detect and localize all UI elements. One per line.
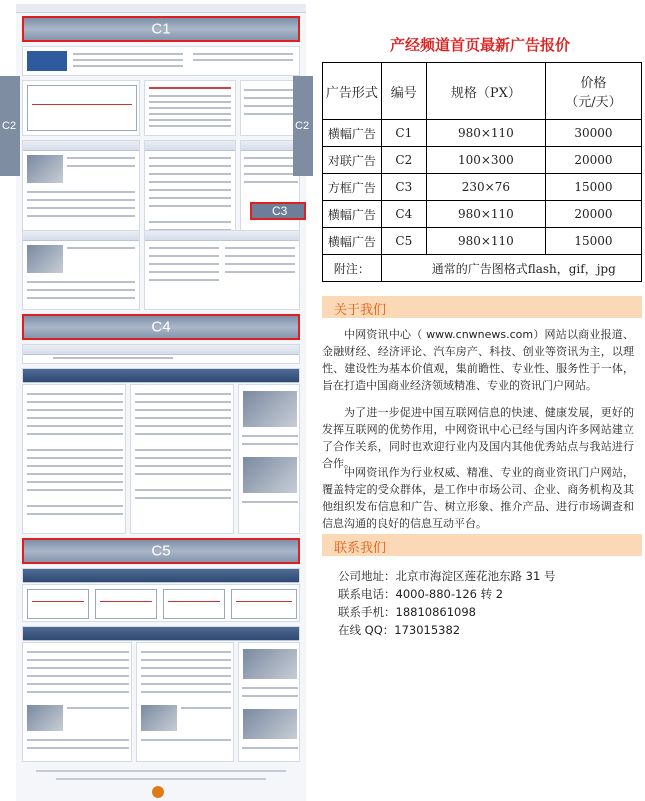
site-mockup xyxy=(16,4,306,801)
mockup-footer-copyright xyxy=(56,778,266,780)
mockup-headlines xyxy=(144,80,236,136)
mockup-section-bar-2 xyxy=(22,568,300,582)
mockup-column-mid-2 xyxy=(144,230,300,310)
cell-code: C1 xyxy=(381,120,426,147)
couplet-c2-right: C2 xyxy=(293,76,313,176)
table-row xyxy=(323,120,642,147)
note-label: 附注： xyxy=(323,255,382,282)
cell-price: 20000 xyxy=(545,201,641,228)
cell-code: C4 xyxy=(381,201,426,228)
cell-code: C3 xyxy=(381,174,426,201)
banner-c4: C4 xyxy=(22,314,300,340)
contact-mobile: 联系手机：18810861098 xyxy=(338,605,476,619)
table-row xyxy=(323,174,642,201)
cell-ad-type: 横幅广告 xyxy=(323,120,382,147)
cell-ad-type: 对联广告 xyxy=(323,147,382,174)
contact-address: 公司地址：北京市海淀区莲花池东路 31 号 xyxy=(338,569,556,583)
mockup-column-left-2 xyxy=(22,230,140,310)
cell-size: 230×76 xyxy=(426,174,545,201)
banner-c1: C1 xyxy=(22,16,300,42)
cell-price: 30000 xyxy=(545,120,641,147)
mockup-top-bar xyxy=(16,4,306,13)
cell-price: 15000 xyxy=(545,228,641,255)
header-ad-type: 广告形式 xyxy=(323,63,382,120)
cell-ad-type: 横幅广告 xyxy=(323,201,382,228)
mockup-side-news xyxy=(240,80,300,136)
header-code: 编号 xyxy=(381,63,426,120)
contact-heading: 联系我们 xyxy=(334,541,387,556)
about-paragraph-2: 为了进一步促进中国互联网信息的快速、健康发展，更好的发挥互联网的优势作用，中网资讯中心已经与国内许多网站建立了合作关系，同时也欢迎行业内及国内其他优秀站点与我站进行合作。 xyxy=(322,406,634,470)
cell-size: 980×110 xyxy=(426,228,545,255)
table-note-row xyxy=(323,255,642,282)
couplet-c2-left: C2 xyxy=(0,76,20,176)
contact-heading-bar xyxy=(322,534,642,556)
price-table xyxy=(322,62,642,282)
mockup-enterprise-bar xyxy=(22,344,300,364)
mockup-footer-links xyxy=(36,770,286,772)
cell-size: 980×110 xyxy=(426,201,545,228)
cell-code: C5 xyxy=(381,228,426,255)
mockup-chart-strip xyxy=(22,584,300,622)
contact-phone: 联系电话：4000-880-126 转 2 xyxy=(338,587,504,601)
cell-size: 980×110 xyxy=(426,120,545,147)
cell-size: 100×300 xyxy=(426,147,545,174)
table-row xyxy=(323,201,642,228)
banner-c5: C5 xyxy=(22,538,300,564)
about-heading: 关于我们 xyxy=(334,303,387,318)
mockup-section-bar-3 xyxy=(22,626,300,640)
mockup-column-left-4 xyxy=(22,642,132,762)
banner-c3: C3 xyxy=(250,202,306,220)
mockup-column-right-4 xyxy=(238,642,300,762)
page-title: 产经频道首页最新广告报价 xyxy=(389,36,570,54)
mockup-stock-chart-block xyxy=(22,80,140,136)
table-row xyxy=(323,147,642,174)
cell-price: 20000 xyxy=(545,147,641,174)
about-heading-bar xyxy=(322,296,642,318)
note-text: 通常的广告图格式flash，gif，jpg xyxy=(381,255,641,282)
table-row xyxy=(323,228,642,255)
mockup-header xyxy=(22,46,300,76)
cell-ad-type: 方框广告 xyxy=(323,174,382,201)
about-paragraph-1: 中网资讯中心（ www.cnwnews.com）网站以商业报道、金融财经、经济评论、汽车房产、科技、创业等资讯为主，以理性、建设性为基本价值观，集前瞻性、专业性、服务性于一体，旨在打造中国商业经济领域精准、专业的资讯门户网站。 xyxy=(322,328,634,392)
mockup-column-left-3 xyxy=(22,384,126,534)
footer-badge-icon xyxy=(152,786,164,798)
header-price: 价格 （元/天） xyxy=(545,63,641,120)
contact-qq: 在线 QQ：173015382 xyxy=(338,623,461,637)
mockup-column-mid-3 xyxy=(130,384,234,534)
about-paragraph-3: 中网资讯作为行业权威、精准、专业的商业资讯门户网站，覆盖特定的受众群体，是工作中市场公司、企业、商务机构及其他组织发布信息和广告、树立形象、推介产品、进行市场调查和信息沟通的良好的信息互动平台。 xyxy=(322,466,634,530)
mockup-column-right-3 xyxy=(238,384,300,534)
site-logo xyxy=(27,51,67,71)
header-size: 规格（PX） xyxy=(426,63,545,120)
mockup-column-mid-4 xyxy=(136,642,234,762)
cell-price: 15000 xyxy=(545,174,641,201)
price-table-header xyxy=(323,63,642,120)
mockup-section-bar-1 xyxy=(22,368,300,382)
cell-code: C2 xyxy=(381,147,426,174)
cell-ad-type: 横幅广告 xyxy=(323,228,382,255)
